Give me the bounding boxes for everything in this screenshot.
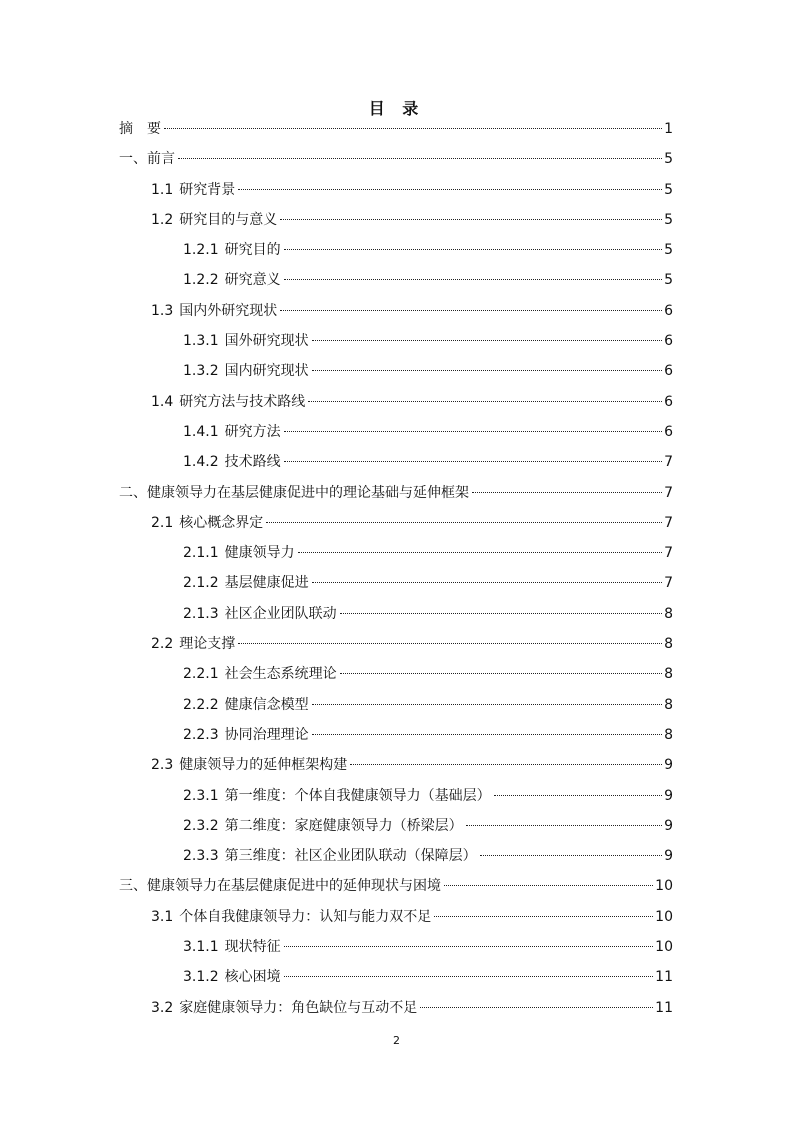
toc-entry-page: 6 bbox=[664, 393, 673, 410]
toc-entry[interactable] bbox=[119, 448, 673, 478]
toc-dot-leader bbox=[444, 885, 653, 886]
toc-entry-number: 2.1 bbox=[151, 514, 174, 531]
toc-entry-number: 1.2 bbox=[151, 211, 174, 228]
toc-entry-label: 第三维度：社区企业团队联动（保障层） bbox=[224, 848, 477, 865]
toc-entry-number: 2.3.3 bbox=[183, 848, 219, 865]
toc-entry-number: 1.3 bbox=[151, 302, 174, 319]
toc-entry-page: 5 bbox=[664, 151, 673, 168]
toc-entry[interactable] bbox=[119, 842, 673, 872]
toc-entry-page: 8 bbox=[664, 696, 673, 713]
toc-dot-leader bbox=[312, 370, 662, 371]
toc-dot-leader bbox=[164, 128, 662, 129]
toc-entry[interactable] bbox=[119, 479, 673, 509]
toc-entry-number: 2.2 bbox=[151, 636, 174, 653]
toc-entry-page: 6 bbox=[664, 333, 673, 350]
toc-entry-page: 10 bbox=[655, 939, 673, 956]
toc-entry-label: 研究目的与意义 bbox=[179, 211, 278, 228]
toc-entry-label: 健康领导力的延伸框架构建 bbox=[179, 757, 348, 774]
toc-entry-label: 社区企业团队联动 bbox=[224, 605, 337, 622]
toc-entry-number: 2.1.3 bbox=[183, 605, 219, 622]
toc-dot-leader bbox=[472, 492, 662, 493]
toc-entry[interactable] bbox=[119, 266, 673, 296]
toc-dot-leader bbox=[280, 219, 662, 220]
toc-entry[interactable] bbox=[119, 357, 673, 387]
toc-dot-leader bbox=[298, 552, 662, 553]
toc-entry-number: 2.1.1 bbox=[183, 545, 219, 562]
toc-entry[interactable] bbox=[119, 569, 673, 599]
toc-dot-leader bbox=[284, 946, 654, 947]
toc-entry-number: 1.3.1 bbox=[183, 333, 219, 350]
toc-entry-number: 1.4.1 bbox=[183, 423, 219, 440]
toc-dot-leader bbox=[266, 522, 662, 523]
toc-entry[interactable] bbox=[119, 176, 673, 206]
toc-entry[interactable] bbox=[119, 236, 673, 266]
toc-entry-label: 研究方法与技术路线 bbox=[179, 393, 306, 410]
toc-entry[interactable] bbox=[119, 297, 673, 327]
toc-entry[interactable] bbox=[119, 115, 673, 145]
toc-entry-page: 1 bbox=[664, 121, 673, 137]
toc-entry-label: 技术路线 bbox=[224, 454, 281, 471]
toc-dot-leader bbox=[284, 279, 662, 280]
toc-dot-leader bbox=[238, 189, 662, 190]
toc-entry[interactable] bbox=[119, 600, 673, 630]
toc-entry-page: 7 bbox=[664, 575, 673, 592]
toc-dot-leader bbox=[312, 704, 662, 705]
toc-entry[interactable] bbox=[119, 721, 673, 751]
toc-entry-page: 8 bbox=[664, 636, 673, 653]
toc-entry[interactable] bbox=[119, 933, 673, 963]
toc-entry-label: 研究背景 bbox=[179, 181, 236, 198]
toc-entry[interactable] bbox=[119, 388, 673, 418]
toc-entry-number: 1.1 bbox=[151, 181, 174, 198]
toc-entry[interactable] bbox=[119, 994, 673, 1024]
toc-entry[interactable] bbox=[119, 660, 673, 690]
toc-entry-number: 3.2 bbox=[151, 999, 174, 1016]
toc-entry[interactable] bbox=[119, 782, 673, 812]
toc-entry-label: 社会生态系统理论 bbox=[224, 666, 337, 683]
toc-dot-leader bbox=[284, 976, 654, 977]
toc-entry-number: 2.2.3 bbox=[183, 726, 219, 743]
toc-entry[interactable] bbox=[119, 327, 673, 357]
toc-dot-leader bbox=[280, 310, 662, 311]
toc-entry-page: 9 bbox=[664, 848, 673, 865]
toc-entry-page: 8 bbox=[664, 605, 673, 622]
toc-entry-label: 核心困境 bbox=[224, 969, 281, 986]
toc-entry-label: 健康领导力 bbox=[224, 545, 295, 562]
toc-entry-page: 7 bbox=[664, 484, 673, 501]
toc-title: 目 录 bbox=[368, 99, 425, 118]
toc-entry[interactable] bbox=[119, 872, 673, 902]
toc-dot-leader bbox=[350, 764, 662, 765]
toc-entry-number: 1.2.1 bbox=[183, 242, 219, 259]
toc-list bbox=[119, 115, 673, 1024]
toc-entry-page: 7 bbox=[664, 545, 673, 562]
toc-dot-leader bbox=[284, 431, 662, 432]
toc-entry-number: 2.2.2 bbox=[183, 696, 219, 713]
toc-entry-number: 2.1.2 bbox=[183, 575, 219, 592]
toc-entry[interactable] bbox=[119, 812, 673, 842]
toc-entry-page: 7 bbox=[664, 454, 673, 471]
toc-dot-leader bbox=[434, 916, 653, 917]
toc-entry-number: 3.1.1 bbox=[183, 939, 219, 956]
toc-dot-leader bbox=[340, 673, 662, 674]
toc-entry-label: 第一维度：个体自我健康领导力（基础层） bbox=[224, 787, 491, 804]
toc-entry-label: 协同治理理论 bbox=[224, 726, 309, 743]
toc-entry-page: 5 bbox=[664, 211, 673, 228]
toc-dot-leader bbox=[312, 734, 662, 735]
toc-entry-number: 1.4.2 bbox=[183, 454, 219, 471]
toc-entry-page: 6 bbox=[664, 423, 673, 440]
toc-entry-page: 9 bbox=[664, 787, 673, 804]
toc-entry-number: 2.2.1 bbox=[183, 666, 219, 683]
toc-entry-label: 二、健康领导力在基层健康促进中的理论基础与延伸框架 bbox=[119, 484, 469, 501]
toc-entry-label: 现状特征 bbox=[224, 939, 281, 956]
toc-entry-number: 3.1 bbox=[151, 908, 174, 925]
toc-entry-label: 研究意义 bbox=[224, 272, 281, 289]
toc-entry-label: 理论支撑 bbox=[179, 636, 236, 653]
toc-dot-leader bbox=[312, 582, 662, 583]
toc-entry[interactable] bbox=[119, 539, 673, 569]
toc-dot-leader bbox=[284, 461, 662, 462]
toc-entry-label: 健康信念模型 bbox=[224, 696, 309, 713]
page-number: 2 bbox=[393, 1034, 400, 1047]
toc-entry-number: 1.2.2 bbox=[183, 272, 219, 289]
toc-entry-page: 10 bbox=[655, 908, 673, 925]
toc-entry-number: 1.3.2 bbox=[183, 363, 219, 380]
toc-entry[interactable] bbox=[119, 418, 673, 448]
toc-entry-page: 9 bbox=[664, 757, 673, 774]
toc-entry-number: 1.4 bbox=[151, 393, 174, 410]
toc-dot-leader bbox=[420, 1007, 653, 1008]
toc-entry-page: 5 bbox=[664, 272, 673, 289]
toc-entry-page: 11 bbox=[655, 999, 673, 1016]
toc-dot-leader bbox=[312, 340, 662, 341]
toc-entry[interactable] bbox=[119, 630, 673, 660]
toc-entry-page: 9 bbox=[664, 817, 673, 834]
toc-entry-page: 6 bbox=[664, 302, 673, 319]
toc-dot-leader bbox=[494, 795, 662, 796]
toc-entry-label: 国内外研究现状 bbox=[179, 302, 278, 319]
toc-entry-label: 国内研究现状 bbox=[224, 363, 309, 380]
toc-entry-page: 6 bbox=[664, 363, 673, 380]
toc-dot-leader bbox=[308, 401, 662, 402]
toc-dot-leader bbox=[284, 249, 662, 250]
toc-dot-leader bbox=[466, 825, 662, 826]
toc-entry[interactable] bbox=[119, 903, 673, 933]
toc-entry-page: 8 bbox=[664, 726, 673, 743]
toc-entry[interactable] bbox=[119, 206, 673, 236]
toc-entry-page: 8 bbox=[664, 666, 673, 683]
toc-entry-label: 国外研究现状 bbox=[224, 333, 309, 350]
toc-entry-number: 2.3.1 bbox=[183, 787, 219, 804]
toc-entry-page: 5 bbox=[664, 242, 673, 259]
toc-dot-leader bbox=[238, 643, 662, 644]
toc-entry-label: 研究方法 bbox=[224, 423, 281, 440]
toc-entry-number: 2.3.2 bbox=[183, 817, 219, 834]
toc-entry-label: 核心概念界定 bbox=[179, 514, 264, 531]
toc-dot-leader bbox=[480, 855, 662, 856]
toc-dot-leader bbox=[340, 613, 662, 614]
toc-entry-label: 基层健康促进 bbox=[224, 575, 309, 592]
toc-entry[interactable] bbox=[119, 691, 673, 721]
toc-entry[interactable] bbox=[119, 509, 673, 539]
toc-entry-page: 11 bbox=[655, 969, 673, 986]
toc-entry-label: 摘 要 bbox=[119, 121, 161, 137]
toc-entry-page: 7 bbox=[664, 514, 673, 531]
toc-dot-leader bbox=[178, 158, 662, 159]
toc-entry[interactable] bbox=[119, 963, 673, 993]
toc-entry-label: 第二维度：家庭健康领导力（桥梁层） bbox=[224, 817, 463, 834]
toc-entry-label: 三、健康领导力在基层健康促进中的延伸现状与困境 bbox=[119, 878, 441, 895]
toc-entry-label: 一、前言 bbox=[119, 151, 175, 168]
toc-entry-label: 研究目的 bbox=[224, 242, 281, 259]
toc-entry-page: 10 bbox=[655, 878, 673, 895]
toc-entry-label: 家庭健康领导力：角色缺位与互动不足 bbox=[179, 999, 418, 1016]
toc-entry-number: 3.1.2 bbox=[183, 969, 219, 986]
toc-entry[interactable] bbox=[119, 751, 673, 781]
toc-entry-page: 5 bbox=[664, 181, 673, 198]
toc-entry[interactable] bbox=[119, 145, 673, 175]
toc-entry-number: 2.3 bbox=[151, 757, 174, 774]
toc-entry-label: 个体自我健康领导力：认知与能力双不足 bbox=[179, 908, 432, 925]
